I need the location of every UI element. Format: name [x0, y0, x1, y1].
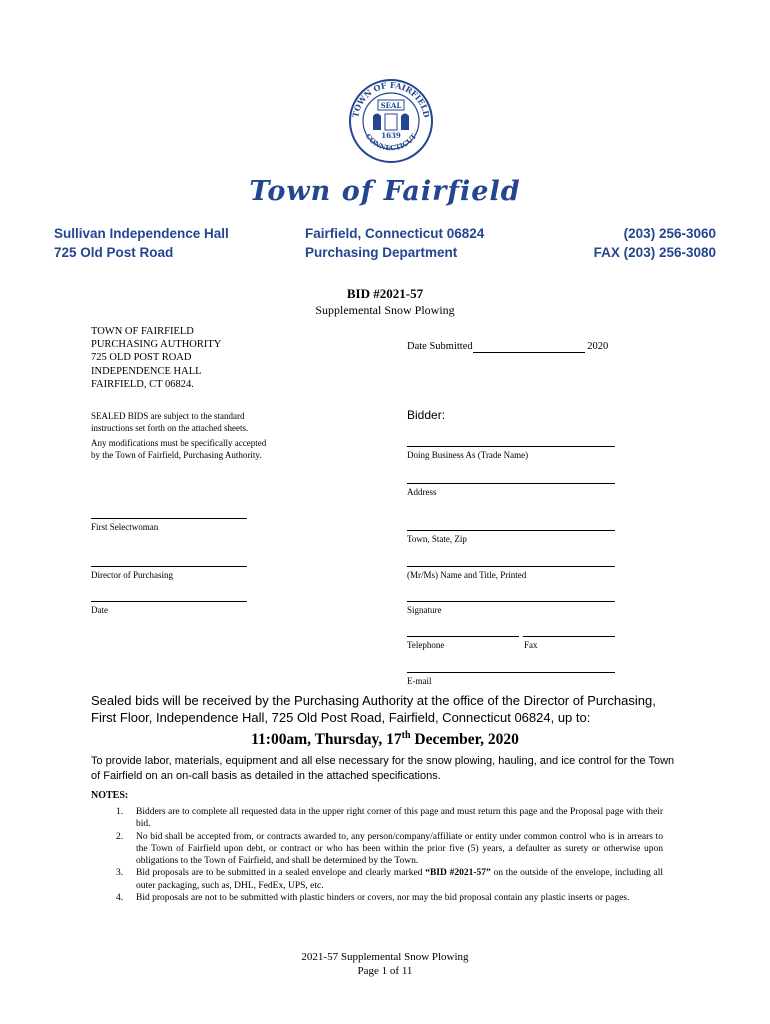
seal-bottom-text: CONNECTICUT [363, 131, 419, 153]
address-line: TOWN OF FAIRFIELD [91, 326, 194, 337]
note-number: 4. [116, 893, 124, 904]
note-number: 3. [116, 868, 124, 879]
address-line: 725 OLD POST ROAD [91, 352, 192, 364]
note-text: Bidders are to complete all requested data in the upper right corner of this page and must return this page and the Proposal page with their bid. [136, 807, 663, 830]
note-text: on the outside of the envelope, including all outer packaging, such as, DHL, FedEx, UPS, etc. [136, 868, 663, 891]
director-label: Director of Purchasing [91, 570, 173, 580]
deadline-time: 11:00am, Thursday, 17 [251, 731, 402, 749]
page-number: Page 1 of 11 [357, 965, 413, 977]
date-submitted-year: 2020 [587, 341, 609, 352]
svg-text:TOWN OF FAIRFIELD [350, 80, 432, 118]
signature-label: Signature [407, 605, 442, 615]
recipient-address [91, 325, 221, 391]
fax-number: FAX (203) 256-3080 [593, 245, 716, 260]
note-item [91, 831, 663, 868]
phone-number: (203) 256-3060 [623, 226, 716, 241]
email-field[interactable] [407, 672, 615, 673]
page-footer [0, 950, 770, 978]
note-number: 1. [116, 807, 124, 817]
notes-heading: NOTES: [91, 790, 129, 801]
deadline-ordinal: th [401, 730, 411, 741]
note-item [91, 892, 663, 904]
name-title-label: (Mr/Ms) Name and Title, Printed [407, 570, 527, 580]
note-item [91, 806, 663, 831]
notice-line: Any modifications must be specifically accepted by the Town of Fairfield, Purchasing Authority. [91, 438, 267, 460]
email-label: E-mail [407, 676, 432, 686]
seal-word: SEAL [380, 101, 402, 110]
address-block-left [54, 224, 229, 262]
contact-block-right [594, 224, 716, 262]
first-selectwoman-label: First Selectwoman [91, 522, 159, 532]
scope-paragraph: To provide labor, materials, equipment and all else necessary for the snow plowing, hauling, and ice control for the Town of Fairfield on an on-call basis as detailed in the attached specifications. [91, 755, 675, 782]
seal-year: 1639 [381, 131, 401, 140]
dba-label: Doing Business As (Trade Name) [407, 450, 529, 460]
note-text: Bid proposals are to be submitted in a sealed envelope and clearly marked [136, 868, 426, 879]
bid-deadline [0, 730, 770, 749]
city-state: Fairfield, Connecticut 06824 [305, 226, 485, 241]
address-field[interactable] [407, 483, 615, 484]
bid-number: BID #2021-57 [346, 286, 424, 301]
department-name: Purchasing Department [305, 245, 458, 260]
hall-address: 725 Old Post Road [54, 245, 174, 260]
telephone-field[interactable] [407, 636, 519, 637]
sealed-bids-paragraph: Sealed bids will be received by the Purchasing Authority at the office of the Director of Purchasing, First Floor, Independence Hall, 725 Old Post Road, Fairfield, Connecticut 06824, up to: [91, 693, 656, 725]
telephone-label: Telephone [407, 640, 445, 650]
seal-top-text: TOWN OF FAIRFIELD [350, 79, 432, 119]
note-text: Bid proposals are not to be submitted with plastic binders or covers, nor may the bid proposal contain any plastic inserts or pages. [136, 893, 630, 904]
date-submitted-row [407, 341, 608, 353]
town-state-zip-label: Town, State, Zip [407, 534, 467, 544]
notice-line: SEALED BIDS are subject to the standard instructions set forth on the attached sheets. [91, 411, 249, 433]
name-title-field[interactable] [407, 566, 615, 567]
deadline-date: December, 2020 [410, 731, 519, 749]
fax-label: Fax [524, 640, 538, 650]
footer-title: 2021-57 Supplemental Snow Plowing [301, 951, 469, 963]
fax-field[interactable] [523, 636, 615, 637]
address-line: INDEPENDENCE HALL [91, 365, 202, 377]
town-state-zip-field[interactable] [407, 530, 615, 531]
first-selectwoman-signature-line[interactable] [91, 518, 247, 519]
note-bid-mark: “BID #2021-57” [425, 868, 491, 879]
bidder-heading: Bidder: [407, 408, 446, 422]
note-number: 2. [116, 831, 124, 842]
note-item [91, 867, 663, 892]
bid-subtitle: Supplemental Snow Plowing [315, 303, 455, 317]
director-signature-line[interactable] [91, 566, 247, 567]
notes-list [91, 806, 663, 904]
date-submitted-field[interactable] [473, 341, 585, 353]
address-line: FAIRFIELD, CT 06824. [91, 378, 194, 390]
note-text: No bid shall be accepted from, or contracts awarded to, any person/company/affiliate or entity under common control who is in arrears to the Town of Fairfield upon debt, or contract or who has been within the prior five (5) years, a defaulter as surety or otherwise upon obligations to the Town of Fairfield, and shall be determined by the Town. [136, 831, 663, 867]
sealed-bids-notice [91, 410, 271, 461]
dba-field[interactable] [407, 446, 615, 447]
date-signature-line[interactable] [91, 601, 247, 602]
town-title: Town of Fairfield [249, 176, 521, 207]
date-label: Date [91, 605, 108, 615]
signature-field[interactable] [407, 601, 615, 602]
address-block-center [305, 224, 484, 262]
address-line: PURCHASING AUTHORITY [91, 339, 222, 351]
date-submitted-label: Date Submitted [407, 341, 473, 352]
town-seal-logo [348, 78, 434, 164]
hall-name: Sullivan Independence Hall [54, 226, 229, 241]
address-label: Address [407, 487, 437, 497]
